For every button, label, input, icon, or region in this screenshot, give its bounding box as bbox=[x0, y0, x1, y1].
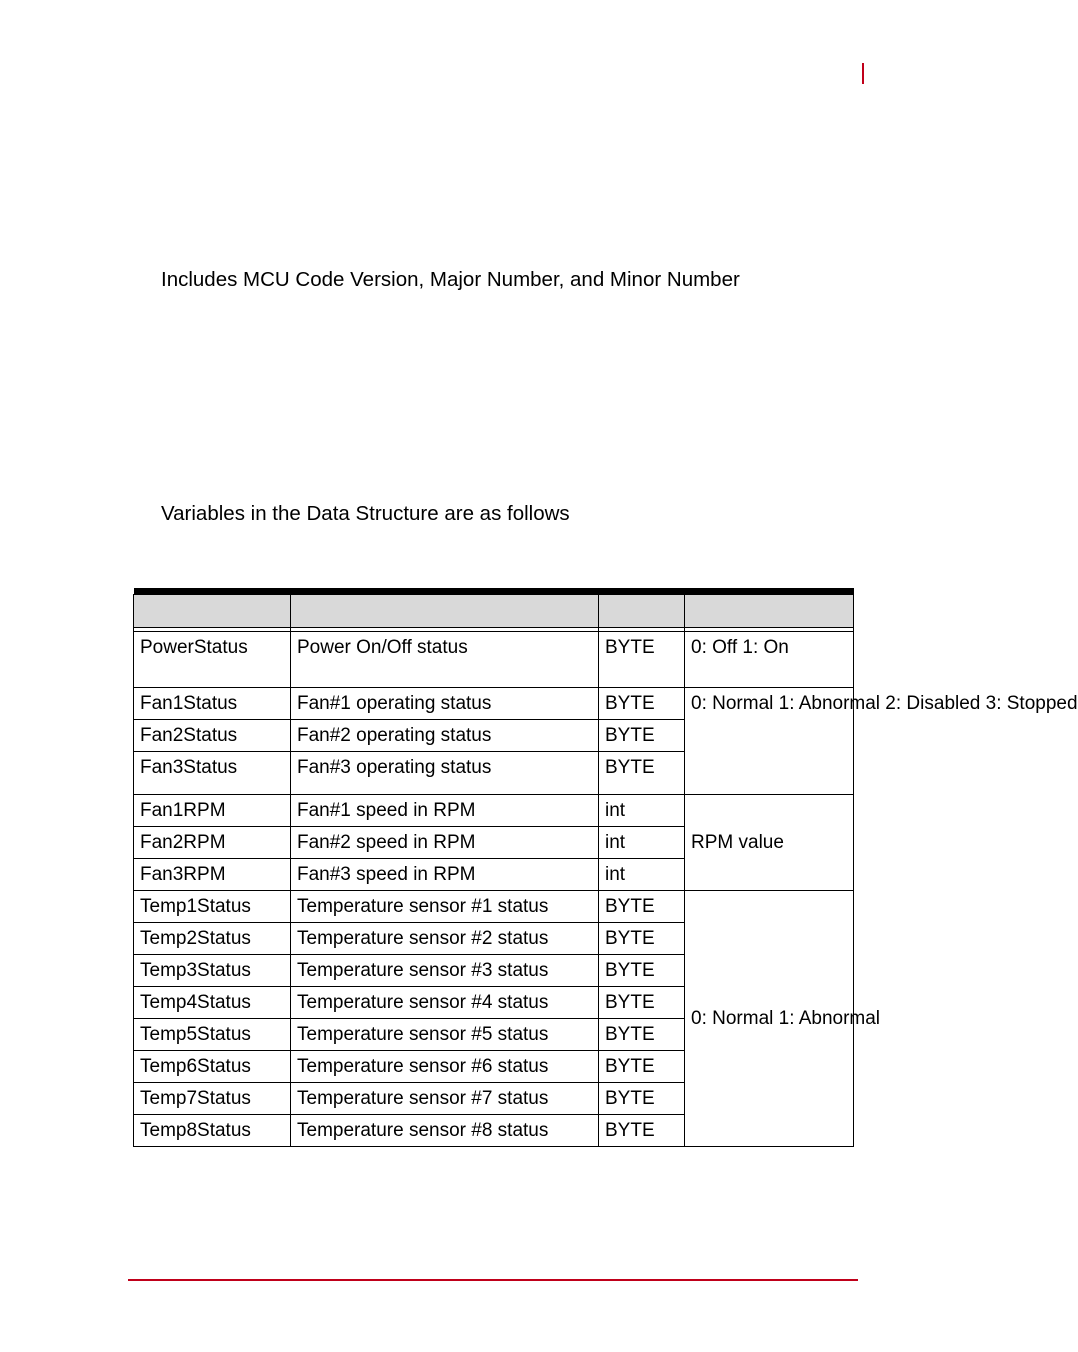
variable-type: int bbox=[599, 859, 685, 891]
variable-name: PowerStatus bbox=[134, 632, 291, 688]
variable-values: RPM value bbox=[685, 795, 854, 891]
header-cell-3 bbox=[599, 595, 685, 628]
variable-type: BYTE bbox=[599, 752, 685, 795]
variable-values: 0: Normal 1: Abnormal bbox=[685, 891, 854, 1147]
footer-rule bbox=[128, 1279, 858, 1281]
variable-name: Fan3Status bbox=[134, 752, 291, 795]
page-corner-mark bbox=[862, 63, 864, 84]
variables-intro-paragraph: Variables in the Data Structure are as follows bbox=[161, 502, 570, 525]
variable-type: BYTE bbox=[599, 1051, 685, 1083]
variable-description: Temperature sensor #8 status bbox=[291, 1115, 599, 1147]
variable-values: 0: Off 1: On bbox=[685, 632, 854, 688]
variable-name: Fan3RPM bbox=[134, 859, 291, 891]
variable-type: int bbox=[599, 827, 685, 859]
variable-name: Temp1Status bbox=[134, 891, 291, 923]
table-row bbox=[134, 795, 854, 827]
header-cell-2 bbox=[291, 595, 599, 628]
variable-description: Temperature sensor #4 status bbox=[291, 987, 599, 1019]
variable-description: Temperature sensor #5 status bbox=[291, 1019, 599, 1051]
table-row bbox=[134, 688, 854, 720]
variable-name: Temp8Status bbox=[134, 1115, 291, 1147]
table-row bbox=[134, 891, 854, 923]
variable-type: BYTE bbox=[599, 1115, 685, 1147]
variable-type: BYTE bbox=[599, 688, 685, 720]
table-row bbox=[134, 632, 854, 688]
variable-name: Temp6Status bbox=[134, 1051, 291, 1083]
variable-name: Temp3Status bbox=[134, 955, 291, 987]
variable-values: 0: Normal 1: Abnormal 2: Disabled 3: Stopped bbox=[685, 688, 854, 795]
variable-type: BYTE bbox=[599, 923, 685, 955]
variable-name: Fan2Status bbox=[134, 720, 291, 752]
variable-name: Temp5Status bbox=[134, 1019, 291, 1051]
variable-type: BYTE bbox=[599, 955, 685, 987]
variable-description: Temperature sensor #3 status bbox=[291, 955, 599, 987]
variable-type: BYTE bbox=[599, 1083, 685, 1115]
variable-description: Fan#2 operating status bbox=[291, 720, 599, 752]
variable-type: BYTE bbox=[599, 891, 685, 923]
variable-description: Temperature sensor #7 status bbox=[291, 1083, 599, 1115]
mcu-version-paragraph: Includes MCU Code Version, Major Number, and Minor Number bbox=[161, 268, 740, 291]
variable-name: Fan1RPM bbox=[134, 795, 291, 827]
variable-description: Power On/Off status bbox=[291, 632, 599, 688]
variable-name: Fan1Status bbox=[134, 688, 291, 720]
header-cell-4 bbox=[685, 595, 854, 628]
variable-type: BYTE bbox=[599, 987, 685, 1019]
variable-description: Fan#1 speed in RPM bbox=[291, 795, 599, 827]
variable-type: BYTE bbox=[599, 632, 685, 688]
variable-name: Temp2Status bbox=[134, 923, 291, 955]
variable-description: Fan#1 operating status bbox=[291, 688, 599, 720]
variable-description: Temperature sensor #1 status bbox=[291, 891, 599, 923]
variable-type: BYTE bbox=[599, 720, 685, 752]
variable-name: Temp4Status bbox=[134, 987, 291, 1019]
variable-description: Temperature sensor #2 status bbox=[291, 923, 599, 955]
header-cell-1 bbox=[134, 595, 291, 628]
table-header-row bbox=[134, 595, 854, 628]
variable-description: Fan#3 speed in RPM bbox=[291, 859, 599, 891]
data-structure-table bbox=[133, 588, 1078, 1147]
variable-description: Fan#2 speed in RPM bbox=[291, 827, 599, 859]
variable-description: Temperature sensor #6 status bbox=[291, 1051, 599, 1083]
variable-type: BYTE bbox=[599, 1019, 685, 1051]
variable-name: Fan2RPM bbox=[134, 827, 291, 859]
variable-description: Fan#3 operating status bbox=[291, 752, 599, 795]
variable-type: int bbox=[599, 795, 685, 827]
variable-name: Temp7Status bbox=[134, 1083, 291, 1115]
